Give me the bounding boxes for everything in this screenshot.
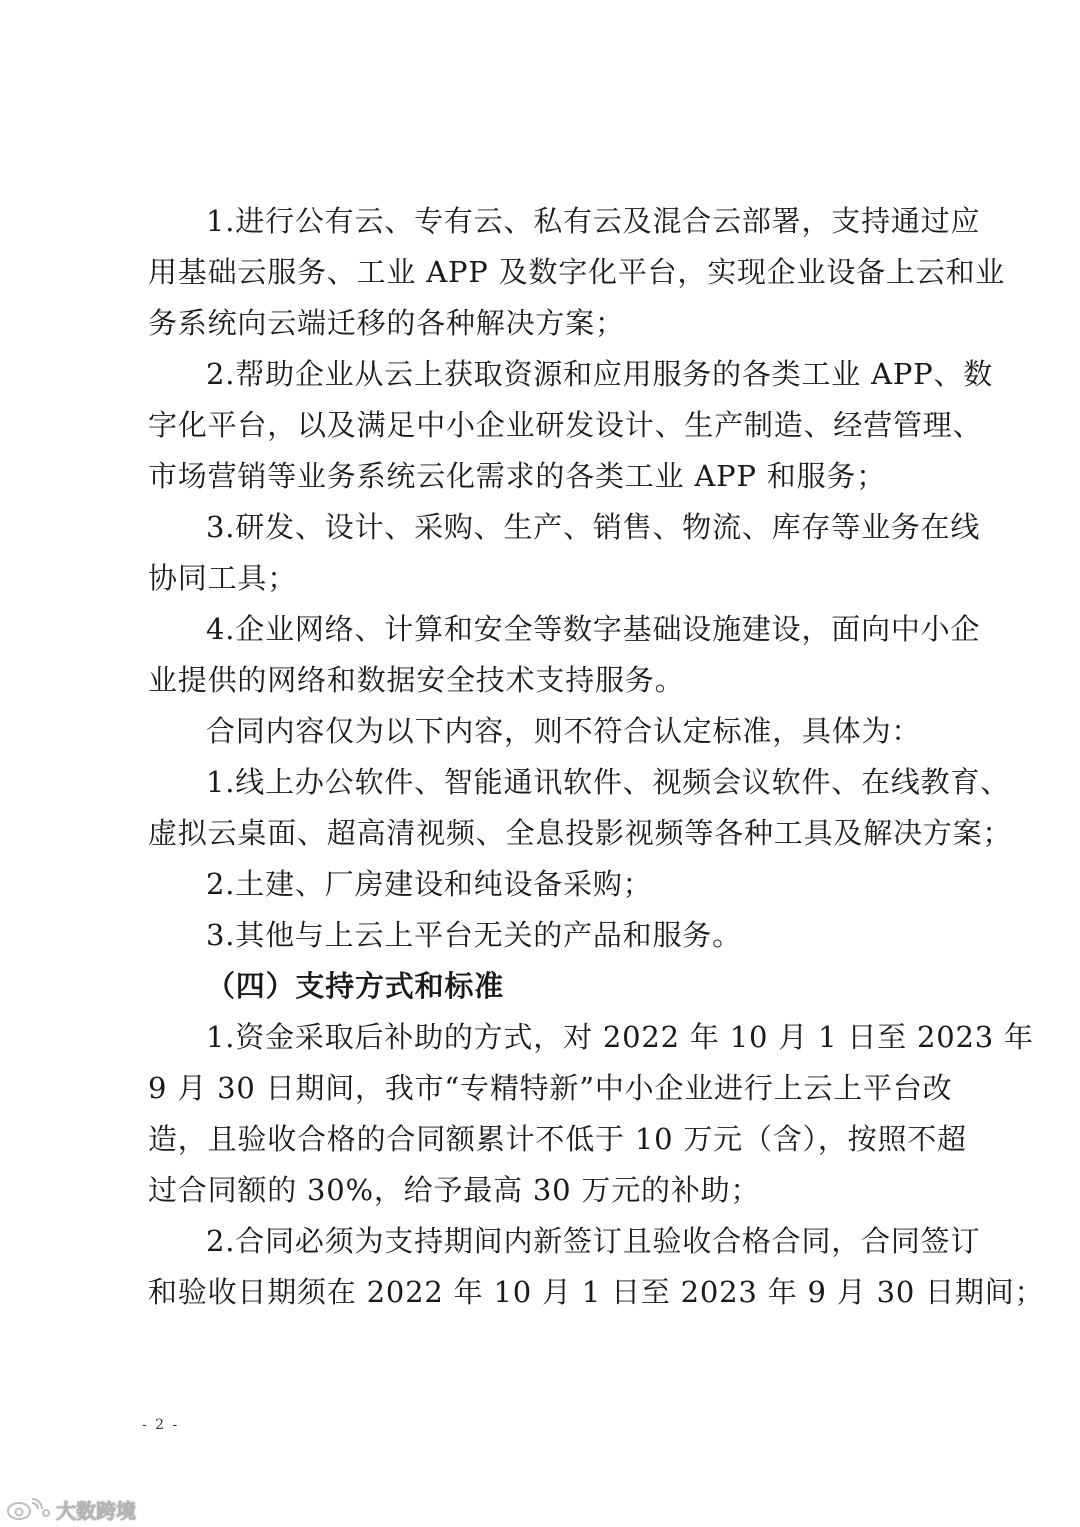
weibo-logo-icon [6,1497,50,1521]
document-body [148,196,1045,1318]
text-line: 1.线上办公软件、智能通讯软件、视频会议软件、在线教育、 [206,765,1011,799]
text-line: 用基础云服务、工业 APP 及数字化平台，实现企业设备上云和业 [148,255,1006,289]
text-line: 协同工具； [148,561,298,595]
text-line: 3.研发、设计、采购、生产、销售、物流、库存等业务在线 [206,510,981,544]
text-line: 3.其他与上云上平台无关的产品和服务。 [206,918,742,952]
text-line: 虚拟云桌面、超高清视频、全息投影视频等各种工具及解决方案； [148,816,1013,850]
text-line: 1.进行公有云、专有云、私有云及混合云部署，支持通过应 [206,204,981,238]
text-line: 9 月 30 日期间，我市“专精特新”中小企业进行上云上平台改 [148,1071,953,1105]
text-line: 市场营销等业务系统云化需求的各类工业 APP 和服务； [148,459,887,493]
text-line: 2.土建、厂房建设和纯设备采购； [206,867,653,901]
watermark-text: 大数跨境 [56,1498,136,1523]
text-line: 字化平台，以及满足中小企业研发设计、生产制造、经营管理、 [148,408,983,442]
text-line: 过合同额的 30%，给予最高 30 万元的补助； [148,1173,761,1207]
watermark [6,1494,136,1524]
text-line: 2.帮助企业从云上获取资源和应用服务的各类工业 APP、数 [206,357,994,391]
text-line: 2.合同必须为支持期间内新签订且验收合格合同，合同签订 [206,1224,981,1258]
text-line: 4.企业网络、计算和安全等数字基础设施建设，面向中小企 [206,612,981,646]
text-line: 务系统向云端迁移的各种解决方案； [148,306,625,340]
text-line: 1.资金采取后补助的方式，对 2022 年 10 月 1 日至 2023 年 [206,1020,1034,1054]
section-heading: （四）支持方式和标准 [206,969,505,1003]
text-line: 造，且验收合格的合同额累计不低于 10 万元（含），按照不超 [148,1122,967,1156]
text-line: 合同内容仅为以下内容，则不符合认定标准，具体为： [206,714,922,748]
text-line: 业提供的网络和数据安全技术支持服务。 [148,663,685,697]
page-number: - 2 - [142,1417,180,1433]
text-line: 和验收日期须在 2022 年 10 月 1 日至 2023 年 9 月 30 日期间； [148,1275,1045,1309]
